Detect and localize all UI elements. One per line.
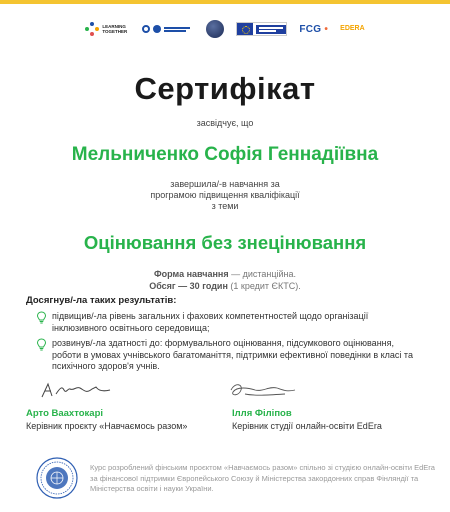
- result-item: розвинув/-ла здатності до: формувального оцінювання, підсумкового оцінювання, роботи в умовах учнівського багатоманіття, підтримки ефективної поведінки в класі та психічного здоров'я учнів.: [36, 338, 416, 373]
- course-title: Оцінювання без знецінювання: [83, 232, 367, 253]
- edera-logo: EDERA: [340, 25, 365, 32]
- signer-1: [26, 408, 216, 433]
- signer-2: [232, 408, 422, 433]
- signature-image-1: [40, 380, 122, 400]
- signature-image-2: [225, 380, 305, 400]
- signer-role: Керівник студії онлайн-освіти EdEra: [232, 421, 382, 431]
- signer-name: Арто Ваахтокарі: [26, 408, 104, 419]
- certifies-text: засвідчує, що: [196, 118, 254, 128]
- result-item: підвищив/-ла рівень загальних і фахових компетентностей щодо організації інклюзивного освітнього середовища;: [36, 311, 416, 334]
- fcg-logo: FCG •: [299, 23, 329, 35]
- eu-razom-logo: [236, 22, 287, 36]
- learning-together-logo: LEARNING TOGETHER: [85, 22, 130, 36]
- ministry-ring-icon: [142, 25, 150, 33]
- globe-logo-icon: [206, 20, 224, 38]
- learning-together-icon: [85, 22, 99, 36]
- ministry-dot-icon: [153, 25, 161, 33]
- signer-name: Ілля Філіпов: [232, 408, 292, 419]
- ministry-logo: [142, 25, 194, 33]
- recipient-name: Мельниченко Софія Геннадіївна: [71, 144, 379, 165]
- signer-role: Керівник проєкту «Навчаємось разом»: [26, 421, 188, 431]
- course-meta: Форма навчання — дистанційна. Обсяг — 30 годин (1 кредит ЄКТС).: [149, 269, 301, 291]
- official-seal-icon: [36, 457, 78, 499]
- certificate-title: Сертифікат: [134, 71, 316, 106]
- results-heading: Досягнув/-ла таких результатів:: [26, 295, 177, 306]
- lightbulb-icon: [36, 311, 47, 324]
- eu-flag-icon: [237, 23, 253, 35]
- footer-note: Курс розроблений фінським проєктом «Навчаємось разом» спільно зі студією онлайн-освіти EdEra за фінансової підтримки Європейського Союзу й Міністерства закордонних справ Фінляндії та Міністерства освіти і науки України.: [90, 463, 435, 493]
- completion-text: завершила/-в навчання за програмою підвищення кваліфікації з теми: [150, 179, 300, 211]
- lightbulb-icon: [36, 338, 47, 351]
- fcg-dot-icon: •: [324, 23, 329, 35]
- partner-logos: [0, 18, 450, 40]
